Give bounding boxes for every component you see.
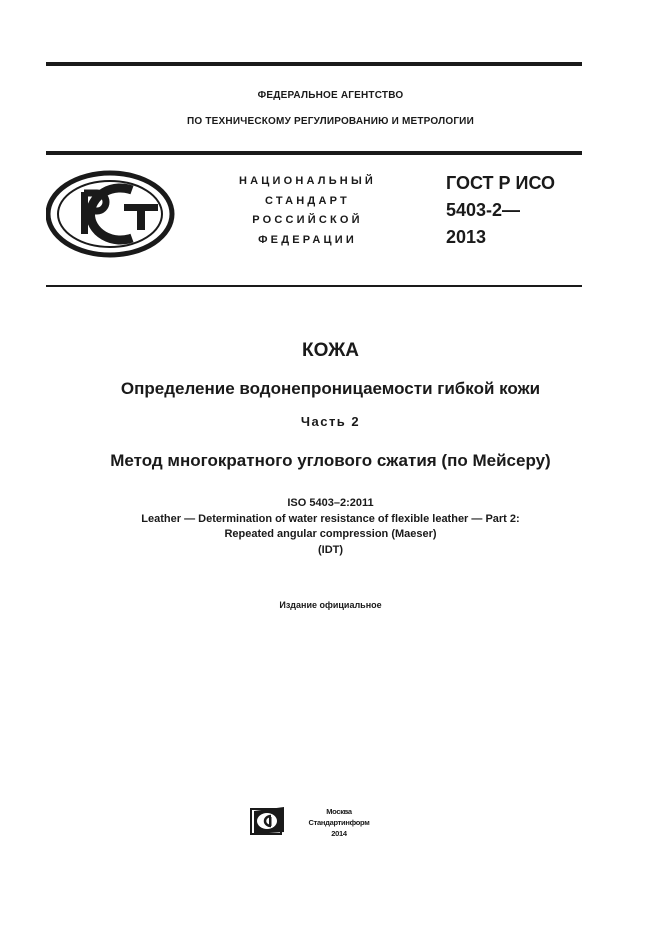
national-standard-line-4: ФЕДЕРАЦИИ [258,233,357,246]
publisher-year: 2014 [331,829,347,838]
document-method: Метод многократного углового сжатия (по Мейсеру) [110,451,551,470]
gost-r-logo [46,170,176,258]
national-standard-line-2: СТАНДАРТ [265,194,350,207]
agency-line-2: ПО ТЕХНИЧЕСКОМУ РЕГУЛИРОВАНИЮ И МЕТРОЛОГИИ [187,116,474,127]
iso-english-title-line-2: Repeated angular compression (Maeser) [224,528,437,540]
national-standard-line-1: НАЦИОНАЛЬНЫЙ [238,175,377,187]
bottom-rule [46,285,582,287]
middle-rule [46,151,582,155]
publisher-name: Стандартинформ [308,818,370,827]
iso-idt: (IDT) [317,543,344,556]
publisher-logo [250,806,286,836]
document-title: КОЖА [301,340,360,361]
national-standard-block [205,172,410,250]
iso-reference-block [0,496,661,558]
standard-code-block [446,170,596,251]
top-rule [46,62,582,66]
publisher-city: Москва [326,807,352,816]
standartinform-logo-icon [250,806,286,836]
edition-note: Издание официальное [279,600,382,610]
national-standard-line-3: РОССИЙСКОЙ [252,214,363,226]
standard-code-line-1: ГОСТ Р ИСО [446,173,556,193]
publisher-block [297,806,381,839]
gost-r-logo-icon [46,170,176,258]
document-part: Часть 2 [300,414,361,429]
iso-reference: ISO 5403–2:2011 [287,497,374,509]
iso-english-title-line-1: Leather — Determination of water resistance of flexible leather — Part 2: [141,512,520,525]
standard-code-line-3: 2013 [446,227,487,247]
standard-code-line-2: 5403-2— [446,200,521,220]
document-subtitle: Определение водонепроницаемости гибкой кожи [120,379,541,398]
agency-line-1: ФЕДЕРАЛЬНОЕ АГЕНТСТВО [257,90,404,101]
